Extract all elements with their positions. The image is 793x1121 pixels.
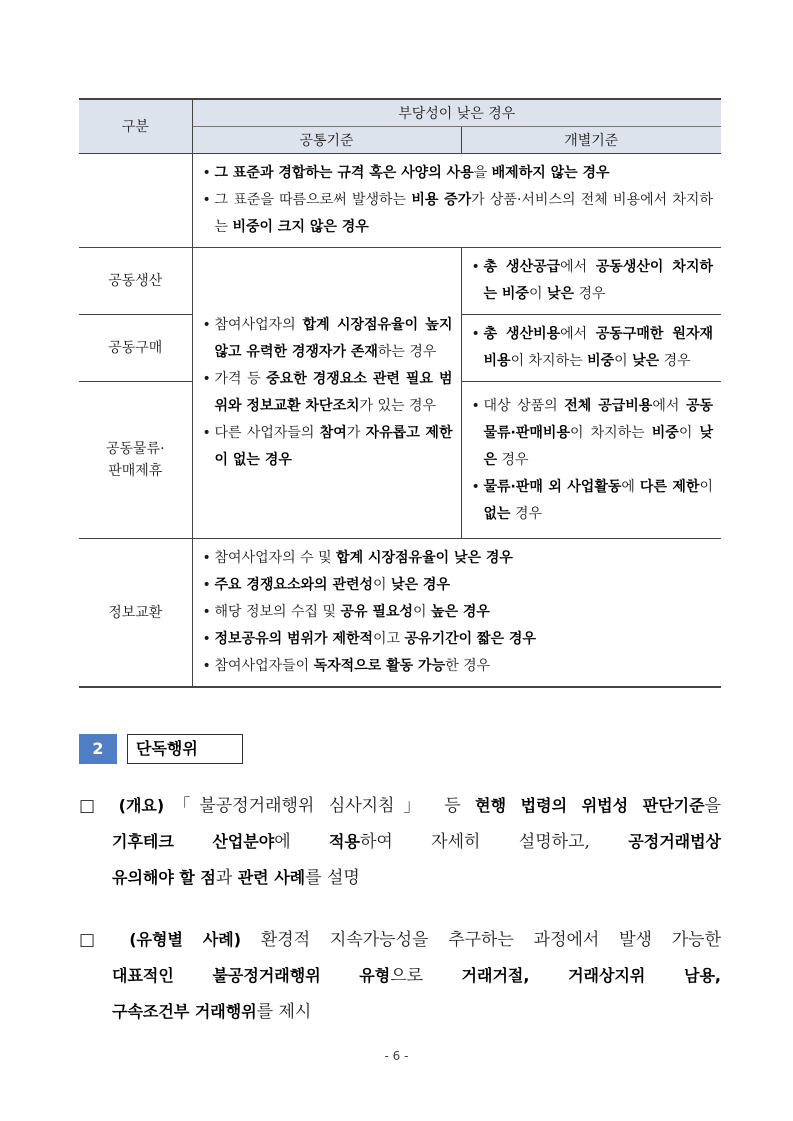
emphasized-text: 관련 사례 [237,868,306,887]
emphasized-text: 공동생산이 차지하는 비중 [483,259,713,302]
paragraph-overview [79,788,721,896]
text-run: 하는 경우 [377,344,437,360]
text-run: 가격 등 [214,371,267,387]
bullet-item [203,366,453,420]
emphasized-text: 참여 [319,425,347,441]
emphasized-text: 주요 경쟁요소와의 관련성 [214,577,374,593]
paragraph-line [112,860,721,896]
general-criteria-cell [192,154,721,248]
paragraph-first-line [79,788,721,824]
emphasized-text: 비중 [587,353,615,369]
bullet-item [472,474,714,528]
header-common: 공통기준 [192,127,461,154]
text-run: 이 차지하는 [510,353,588,369]
emphasized-text: 비중 [651,424,679,441]
paragraph-first-line [79,922,721,958]
emphasized-text: 정보공유의 범위가 제한적 [214,631,374,647]
paragraph-case-types [79,922,721,1030]
emphasized-text: 독자적으로 활동 가능 [313,658,446,674]
individual-list [462,248,722,314]
text-run: 에서 [560,259,596,275]
text-run: 하여 자세히 설명하고, [359,832,629,852]
bullet-item [472,393,714,474]
emphasized-text: 현행 법령의 위법성 판단기준 [475,796,705,815]
emphasized-text: (개요) [118,796,165,815]
text-run: 경우 [574,286,606,302]
individual-joint-logistics [461,382,721,539]
text-run: 경우 [659,353,691,369]
emphasized-text: 거래거절, 거래상지위 남용, [461,966,721,985]
emphasized-text: 전체 공급비용 [564,397,653,414]
text-run: 에 [621,478,640,495]
criteria-table [79,98,721,688]
shared-common-criteria-list [193,306,461,480]
header-individual: 개별기준 [461,127,721,154]
emphasized-text: (유형별 사례) [129,930,242,949]
text-run: 그 표준을 따름으로써 발생하는 [214,192,412,208]
text-run: 참여사업자의 [214,317,303,333]
emphasized-text: 낮은 [632,353,660,369]
emphasized-text: 다른 제한 [639,478,700,495]
category-joint-production: 공동생산 [79,248,192,315]
emphasized-text: 높은 경우 [430,604,490,620]
text-run: 참여사업자의 수 및 [214,550,337,566]
text-run: 한 경우 [445,658,491,674]
emphasized-text: 유의해야 할 점 [112,868,216,887]
text-run: 을 [704,796,721,816]
emphasized-text: 그 표준과 경합하는 규격 혹은 사양의 사용 [214,165,474,181]
page-number: - 6 - [384,1049,409,1063]
bullet-item [203,599,714,626]
bullet-item [472,321,714,375]
header-low-justification: 부당성이 낮은 경우 [192,99,721,127]
info-exchange-list [193,539,722,686]
text-run: 를 제시 [256,1002,312,1022]
emphasized-text: 공유 필요성 [340,604,413,620]
bullet-item [203,653,714,680]
text-run: 이 [678,424,700,441]
category-joint-logistics: 공동물류· 판매제휴 [79,382,192,539]
emphasized-text: 없는 [483,505,511,522]
bullet-item [203,572,714,599]
text-run: 「불공정거래행위 심사지침」 등 [164,796,476,816]
paragraph-line [112,958,721,994]
paragraph-line [112,994,721,1030]
emphasized-text: 낮은 경우 [391,577,450,593]
bullet-item [203,160,714,187]
bullet-item [203,545,714,572]
bullet-item [203,626,714,653]
checkbox-square-icon: □ [79,930,130,950]
emphasized-text: 낮은 [483,424,713,468]
emphasized-text: 공동구매한 원자재 비용 [483,326,713,369]
text-run: 이 [373,577,391,593]
emphasized-text: 자유롭고 제한이 없는 경우 [214,425,453,468]
text-run: 과 [215,868,238,888]
emphasized-text: 중요한 경쟁요소 관련 필요 범위와 정보교환 차단조치 [214,371,453,414]
individual-joint-purchase [461,315,721,382]
emphasized-text: 적용 [329,832,360,851]
general-category-cell [79,154,192,248]
section-title: 단독행위 [127,734,243,764]
text-run: 이 [413,604,431,620]
checkbox-square-icon: □ [79,796,119,816]
text-run: 으로 [390,966,462,986]
bullet-item [203,187,714,241]
emphasized-text: 기후테크 산업분야 [112,832,275,851]
emphasized-text: 공유기간이 짧은 경우 [404,631,536,647]
text-run: 에서 [652,397,686,414]
text-run: 이 차지하는 [569,424,652,441]
emphasized-text: 배제하지 않는 경우 [491,165,610,181]
bullet-item [203,420,453,474]
text-run: 을 [473,165,492,181]
emphasized-text: 총 생산비용 [483,326,561,342]
info-exchange-criteria-cell [192,539,721,688]
emphasized-text: 구속조건부 거래행위 [112,1002,257,1021]
text-run: 가 [346,425,366,441]
text-run: 가 있는 경우 [359,398,437,414]
text-run: 참여사업자들이 [214,658,314,674]
general-criteria-list [193,154,722,247]
individual-joint-production [461,248,721,315]
emphasized-text: 합계 시장점유율이 높지 않고 유력한 경쟁자가 존재 [214,317,453,360]
emphasized-text: 낮은 [546,286,574,302]
emphasized-text: 공동물류·판매비용 [483,397,713,441]
text-run: 이 [699,478,713,495]
category-joint-purchase: 공동구매 [79,315,192,382]
emphasized-text: 물류·판매 외 사업활동 [483,478,622,495]
text-run: 이 [528,286,547,302]
text-run: 이고 [373,631,405,647]
paragraph-line [112,824,721,860]
section-number-badge: 2 [79,734,117,764]
emphasized-text: 총 생산공급 [483,259,561,275]
individual-list [462,387,722,534]
emphasized-text: 공정거래법상 [628,832,722,851]
text-run: 대상 상품의 [483,397,565,414]
emphasized-text: 합계 시장점유율이 낮은 경우 [336,550,513,566]
bullet-item [472,254,714,308]
emphasized-text: 비용 증가 [411,192,472,208]
shared-common-criteria-cell [192,248,461,539]
text-run: 경우 [497,451,529,468]
header-category: 구분 [79,99,192,154]
emphasized-text: 대표적인 불공정거래행위 유형 [112,966,391,985]
text-run: 환경적 지속가능성을 추구하는 과정에서 발생 가능한 [241,930,722,950]
text-run: 를 설명 [305,868,360,888]
text-run: 에서 [560,326,596,342]
text-run: 에 [274,832,330,852]
text-run: 가 상품·서비스의 전체 비용에서 차지하는 [214,192,713,235]
category-info-exchange: 정보교환 [79,539,192,688]
bullet-item [203,312,453,366]
text-run: 이 [614,353,633,369]
text-run: 다른 사업자들의 [214,425,320,441]
emphasized-text: 비중이 크지 않은 경우 [232,219,369,235]
text-run: 경우 [510,505,543,522]
text-run: 해당 정보의 수집 및 [214,604,341,620]
individual-list [462,315,722,381]
